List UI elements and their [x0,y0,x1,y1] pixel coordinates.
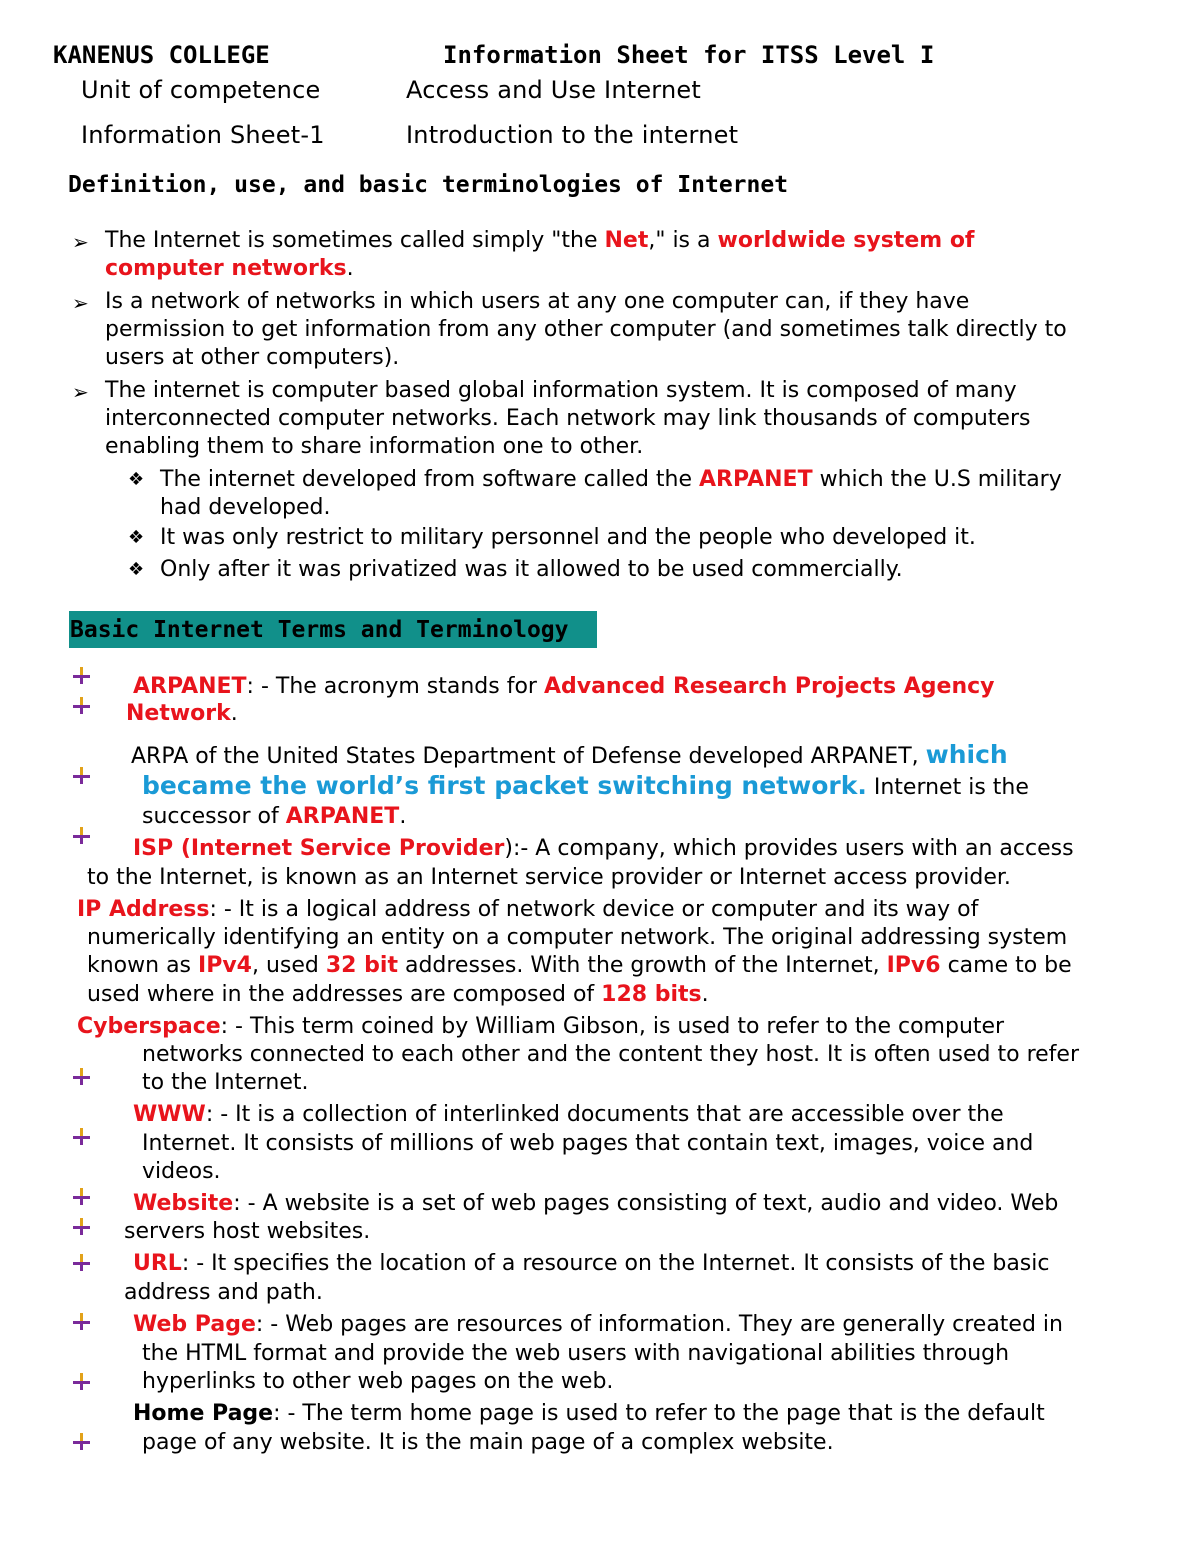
diamond-bullet-icon: ❖ [128,527,145,548]
plus-bullet-icon [73,1188,91,1206]
term-cyberspace: Cyberspace: - This term coined by William Gibson, is used to refer to the computer [77,1014,1005,1039]
plus-bullet-icon [73,1373,91,1391]
term-web-page: Web Page: - Web pages are resources of information. They are generally created in [133,1312,1063,1337]
plus-bullet-icon [73,1313,91,1331]
term-ip-line-4: used where in the addresses are composed of 128 bits. [87,982,709,1007]
term-ip-line-2: numerically identifying an entity on a computer network. The original addressing system [87,925,1068,950]
uoc-label: Unit of competence [81,76,321,104]
bullet-net-definition: The Internet is sometimes called simply "the Net," is a worldwide system of computer networks. [105,228,975,281]
subbullet-military: It was only restrict to military personnel and the people who developed it. [160,525,976,550]
info-sheet-value: Introduction to the internet [406,121,739,149]
arpa-line-3: successor of ARPANET. [142,804,407,829]
term-www: WWW: - It is a collection of interlinked documents that are accessible over the [133,1102,1004,1127]
uoc-value: Access and Use Internet [406,76,701,104]
plus-bullet-icon [73,1128,91,1146]
term-isp-cont: to the Internet, is known as an Internet service provider or Internet access provider. [87,865,1011,890]
bullet-network-of-networks: Is a network of networks in which users at any one computer can, if they have permission to get information from any other computer (and sometimes talk directly to users at other computers). [105,289,1067,370]
term-web-page-cont: the HTML format and provide the web users with navigational abilities through hyperlinks to other web pages on the web. [142,1341,1010,1394]
term-isp: ISP (Internet Service Provider):- A company, which provides users with an access [133,836,1074,861]
subbullet-privatized: Only after it was privatized was it allowed to be used commercially. [160,557,903,582]
term-www-cont: Internet. It consists of millions of web pages that contain text, images, voice and videos. [142,1131,1034,1184]
bullet-global-system: The internet is computer based global information system. It is composed of many interconnected computer networks. Each network may link thousands of computers enabling them to share information one to other. [105,378,1031,459]
arrow-bullet-icon: ➢ [72,291,89,315]
arrow-bullet-icon: ➢ [72,230,89,254]
plus-bullet-icon [73,767,91,785]
term-ip-line-3: known as IPv4, used 32 bit addresses. With the growth of the Internet, IPv6 came to be [87,953,1072,978]
plus-bullet-icon [73,697,91,715]
section-heading-definition: Definition, use, and basic terminologies of Internet [68,172,789,198]
subbullet-arpanet-origin: The internet developed from software called the ARPANET which the U.S military had developed. [160,467,1062,520]
plus-bullet-icon [73,667,91,685]
arpa-line-1: ARPA of the United States Department of Defense developed ARPANET, which [131,740,1008,769]
diamond-bullet-icon: ❖ [128,559,145,580]
plus-bullet-icon [73,1068,91,1086]
arrow-bullet-icon: ➢ [72,380,89,404]
term-home-page-cont: page of any website. It is the main page of a complex website. [142,1430,834,1455]
term-website: Website: - A website is a set of web pages consisting of text, audio and video. Web [133,1191,1059,1216]
term-cyberspace-cont: networks connected to each other and the content they host. It is often used to refer to the Internet. [142,1042,1080,1095]
sheet-title: Information Sheet for ITSS Level I [443,41,935,69]
term-website-cont: servers host websites. [124,1219,371,1244]
term-url: URL: - It specifies the location of a resource on the Internet. It consists of the basic [133,1251,1050,1276]
term-home-page: Home Page: - The term home page is used to refer to the page that is the default [133,1401,1045,1426]
arpa-line-2: became the world’s first packet switching network. Internet is the [142,771,1029,800]
info-sheet-label: Information Sheet-1 [81,121,325,149]
term-url-cont: address and path. [124,1280,323,1305]
plus-bullet-icon [73,827,91,845]
plus-bullet-icon [73,1433,91,1451]
term-ip-address: IP Address: - It is a logical address of network device or computer and its way of [77,897,979,922]
college-name: KANENUS COLLEGE [53,41,270,69]
term-arpanet-cont: Network. [126,701,238,726]
section-heading-terms: Basic Internet Terms and Terminology [70,617,569,643]
term-arpanet: ARPANET: - The acronym stands for Advanced Research Projects Agency [133,674,995,699]
diamond-bullet-icon: ❖ [128,469,145,490]
plus-bullet-icon [73,1218,91,1236]
plus-bullet-icon [73,1254,91,1272]
